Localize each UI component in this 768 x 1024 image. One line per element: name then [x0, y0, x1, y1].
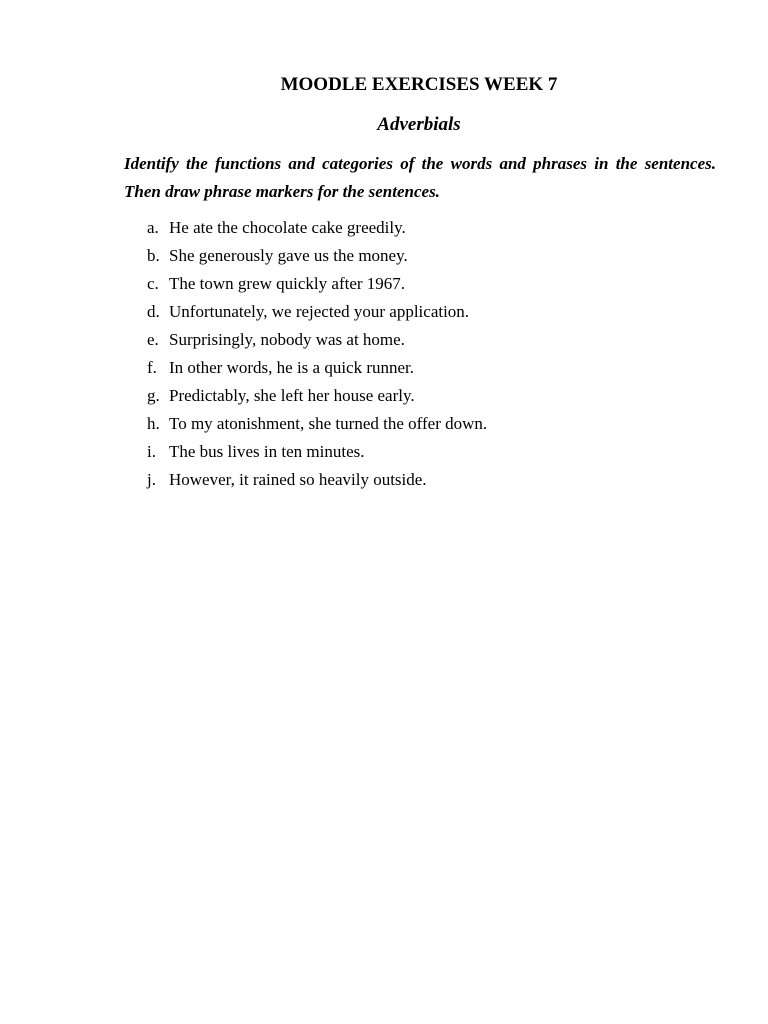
exercise-list	[140, 214, 487, 494]
item-marker: a.	[147, 218, 159, 237]
exercise-item-i	[140, 438, 487, 466]
item-marker: g.	[147, 386, 160, 405]
exercise-item-e	[140, 326, 487, 354]
exercise-item-j	[140, 466, 487, 494]
item-text: Unfortunately, we rejected your application.	[169, 302, 470, 321]
item-text: The town grew quickly after 1967.	[169, 274, 406, 293]
item-text: The bus lives in ten minutes.	[169, 442, 365, 461]
exercise-item-g	[140, 382, 487, 410]
item-marker: c.	[147, 274, 159, 293]
item-text: He ate the chocolate cake greedily.	[169, 218, 406, 237]
exercise-item-a	[140, 214, 487, 242]
item-marker: b.	[147, 246, 160, 265]
item-marker: e.	[147, 330, 159, 349]
item-marker: h.	[147, 414, 160, 433]
item-text: Surprisingly, nobody was at home.	[169, 330, 405, 349]
item-text: Predictably, she left her house early.	[169, 386, 415, 405]
item-marker: j.	[147, 470, 156, 489]
exercise-item-c	[140, 270, 487, 298]
item-marker: d.	[147, 302, 160, 321]
exercise-instructions: Identify the functions and categories of the words and phrases in the sentences. Then draw phrase markers for the sentences.	[124, 154, 716, 201]
document-subtitle: Adverbials	[377, 114, 461, 135]
item-text: To my atonishment, she turned the offer down.	[169, 414, 488, 433]
exercise-item-h	[140, 410, 487, 438]
document-title: MOODLE EXERCISES WEEK 7	[280, 74, 558, 95]
exercise-item-f	[140, 354, 487, 382]
exercise-item-b	[140, 242, 487, 270]
item-text: However, it rained so heavily outside.	[169, 470, 427, 489]
exercise-item-d	[140, 298, 487, 326]
item-text: In other words, he is a quick runner.	[169, 358, 415, 377]
item-marker: f.	[147, 358, 157, 377]
item-marker: i.	[147, 442, 156, 461]
item-text: She generously gave us the money.	[169, 246, 408, 265]
